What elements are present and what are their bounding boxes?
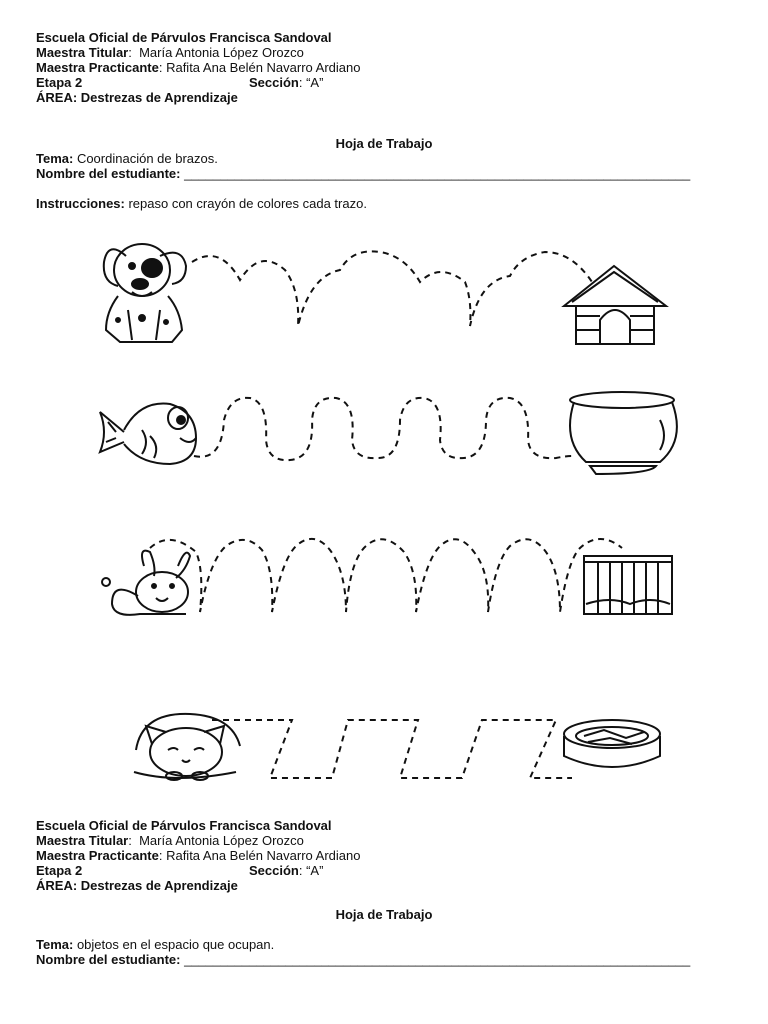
rabbit-icon <box>102 551 190 615</box>
etapa-line <box>36 863 736 878</box>
cat-icon <box>134 714 240 780</box>
tema-line <box>36 937 736 952</box>
instructions-text: repaso con crayón de colores cada trazo. <box>124 196 367 211</box>
teacher-name: María Antonia López Orozco <box>139 833 304 848</box>
teacher-label: Maestra Titular <box>36 45 129 60</box>
scallop-trace-path <box>192 251 592 326</box>
school-name: Escuela Oficial de Párvulos Francisca Sandoval <box>36 30 332 45</box>
doghouse-icon <box>564 266 666 344</box>
teacher-sep: : <box>128 45 140 60</box>
teacher-label: Maestra Titular <box>36 833 129 848</box>
trapezoid-trace-path <box>212 720 572 778</box>
tema-label: Tema: <box>36 937 74 952</box>
etapa: Etapa 2 <box>36 75 83 90</box>
school-name: Escuela Oficial de Párvulos Francisca Sandoval <box>36 818 332 833</box>
seccion-value: : “A” <box>298 75 324 90</box>
tema-value: objetos en el espacio que ocupan. <box>73 937 275 952</box>
dog-icon <box>104 244 186 342</box>
student-label: Nombre del estudiante: <box>36 952 181 967</box>
worksheet-title: Hoja de Trabajo <box>335 907 433 922</box>
fishbowl-icon <box>570 392 677 474</box>
seccion-label: Sección <box>249 75 299 90</box>
tema-label: Tema: <box>36 151 74 166</box>
student-blank[interactable]: ______________________________________________________________________ <box>180 952 691 967</box>
practicante-label: Maestra Practicante <box>36 848 159 863</box>
seccion <box>249 863 323 878</box>
practicante-name: Rafita Ana Belén Navarro Ardiano <box>166 60 361 75</box>
sheet2-topic <box>36 937 736 967</box>
cat-bed-icon <box>564 720 660 767</box>
tema-value: Coordinación de brazos. <box>73 151 218 166</box>
teacher-name: María Antonia López Orozco <box>139 45 304 60</box>
fish-icon <box>100 404 196 464</box>
area-line: ÁREA: Destrezas de Aprendizaje <box>36 90 238 105</box>
seccion-label: Sección <box>249 863 299 878</box>
practicante-name: Rafita Ana Belén Navarro Ardiano <box>166 848 361 863</box>
etapa: Etapa 2 <box>36 863 83 878</box>
student-label: Nombre del estudiante: <box>36 166 181 181</box>
teacher-line <box>36 833 736 848</box>
arches-trace-path <box>150 539 622 612</box>
practicante-sep: : <box>158 60 167 75</box>
area-line: ÁREA: Destrezas de Aprendizaje <box>36 878 238 893</box>
seccion-value: : “A” <box>298 863 324 878</box>
teacher-sep: : <box>128 833 140 848</box>
rabbit-cage-icon <box>584 556 672 614</box>
practicante-label: Maestra Practicante <box>36 60 159 75</box>
worksheet-title: Hoja de Trabajo <box>335 136 433 151</box>
instructions-label: Instrucciones: <box>36 196 125 211</box>
student-blank[interactable]: ______________________________________________________________________ <box>180 166 691 181</box>
practicante-line <box>36 848 736 863</box>
practicante-sep: : <box>158 848 167 863</box>
loops-trace-path <box>194 398 572 460</box>
student-name-line <box>36 952 736 967</box>
sheet2-header <box>36 818 736 893</box>
